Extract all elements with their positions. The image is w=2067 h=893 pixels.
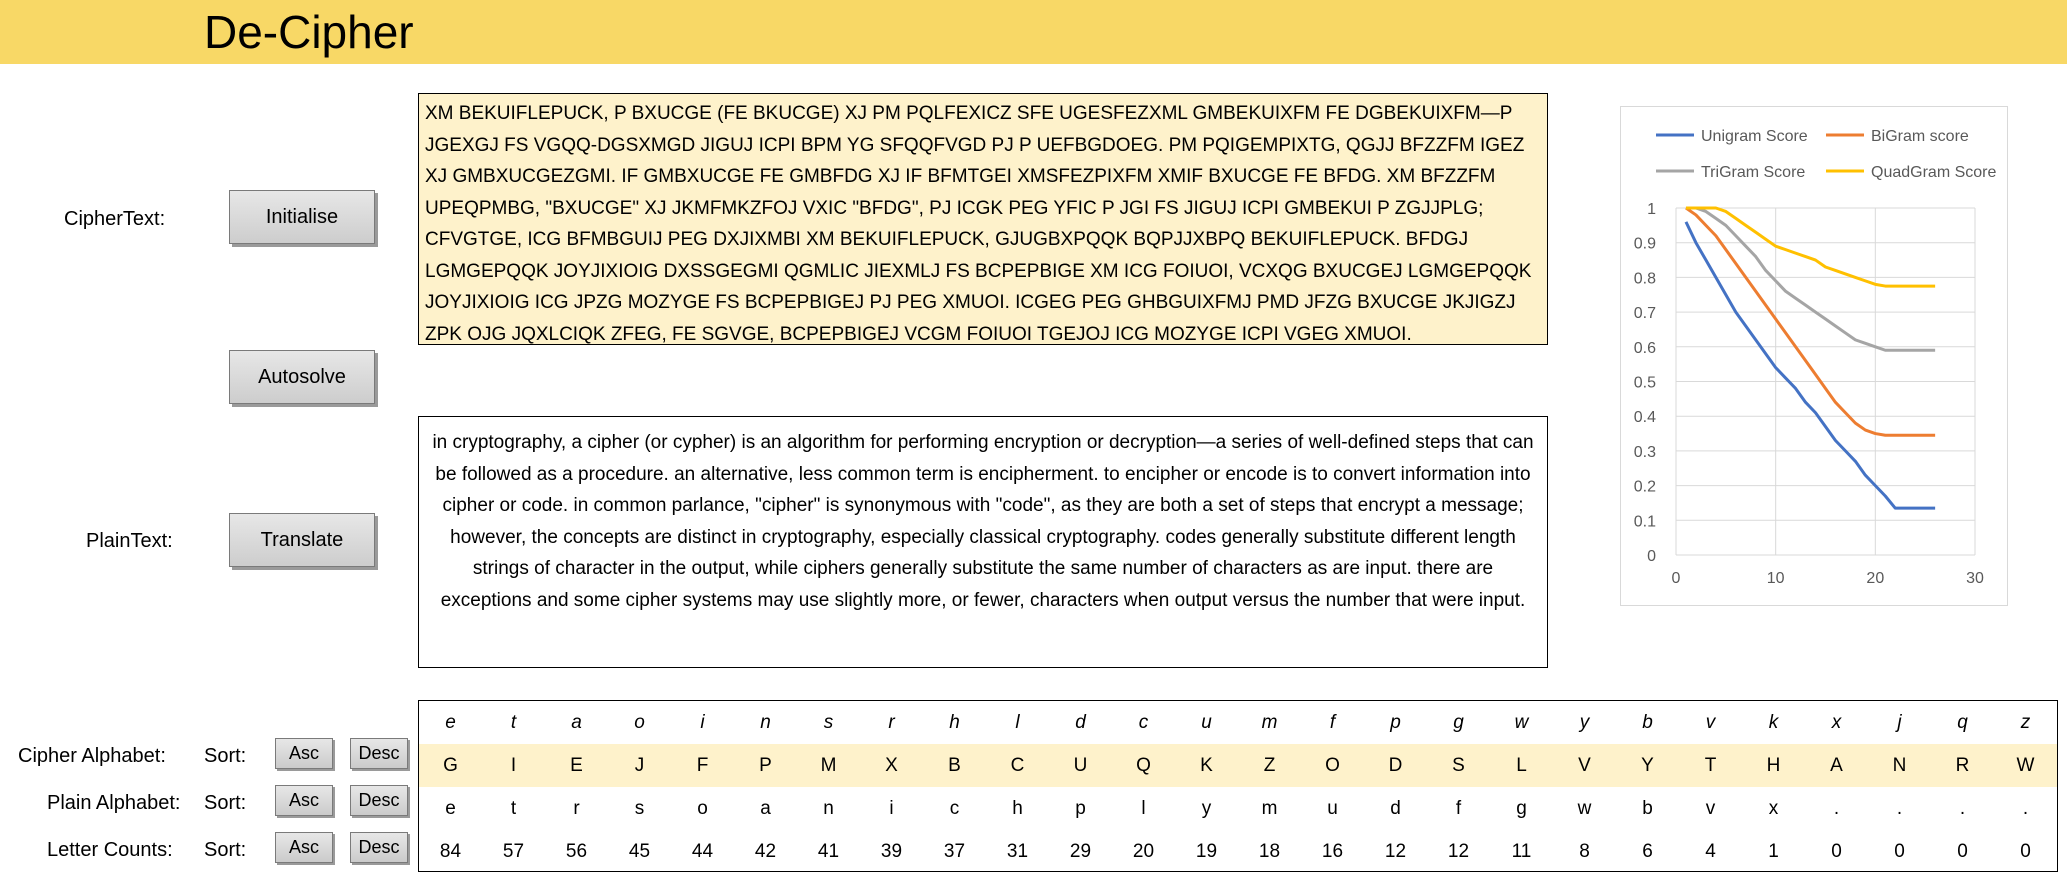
series-line-3	[1686, 208, 1935, 350]
series-line-1	[1686, 222, 1935, 508]
cipher-alphabet-cell[interactable]: G	[443, 755, 458, 776]
title-bar	[0, 0, 2067, 64]
cipher-alphabet-cell[interactable]: E	[570, 755, 583, 776]
ngram-score-chart	[1620, 106, 2008, 606]
plain-alphabet-cell[interactable]: w	[1577, 798, 1592, 819]
plain-alphabet-cell[interactable]: o	[697, 798, 708, 819]
cipher-alphabet-cell[interactable]: H	[1766, 755, 1781, 776]
cipher-alphabet-cell[interactable]: F	[696, 755, 709, 776]
letter-counts-desc-button[interactable]: Desc	[350, 832, 408, 863]
frequency-letter-cell: h	[949, 712, 960, 733]
letter-count-cell: 19	[1195, 841, 1218, 862]
letter-counts-row	[419, 830, 2057, 873]
chart-canvas	[1621, 107, 2007, 605]
plain-alphabet-cell[interactable]: e	[445, 798, 456, 819]
plain-alphabet-cell[interactable]: f	[1455, 798, 1462, 819]
frequency-letter-cell: k	[1768, 712, 1779, 733]
cipher-alphabet-cell[interactable]: L	[1516, 755, 1527, 776]
cipher-alphabet-cell[interactable]: V	[1578, 755, 1591, 776]
frequency-letter-cell: m	[1261, 712, 1278, 733]
plain-alphabet-cell[interactable]: t	[510, 798, 517, 819]
y-tick-label: 0.5	[1633, 374, 1656, 392]
cipher-alphabet-cell[interactable]: A	[1830, 755, 1843, 776]
plain-alphabet-cell[interactable]: c	[949, 798, 960, 819]
cipher-alphabet-cell[interactable]: I	[510, 755, 517, 776]
frequency-letter-cell: i	[700, 712, 705, 733]
cipher-alphabet-cell[interactable]: C	[1010, 755, 1025, 776]
cipher-alphabet-cell[interactable]: O	[1325, 755, 1340, 776]
cipher-alphabet-cell[interactable]: B	[948, 755, 961, 776]
frequency-letter-cell: j	[1897, 712, 1902, 733]
plain-alphabet-cell[interactable]: m	[1261, 798, 1278, 819]
legend-label: TriGram Score	[1701, 164, 1806, 181]
frequency-letter-cell: o	[634, 712, 645, 733]
cipher-alphabet-cell[interactable]: Q	[1136, 755, 1151, 776]
series-line-2	[1686, 208, 1935, 435]
plain-alphabet-cell[interactable]: p	[1075, 798, 1086, 819]
plain-alphabet-cell[interactable]: .	[1959, 798, 1966, 819]
frequency-letter-cell: z	[2020, 712, 2031, 733]
letter-counts-label: Letter Counts:	[47, 839, 173, 861]
letter-count-cell: 41	[817, 841, 840, 862]
letter-counts-sort-label: Sort:	[204, 839, 247, 861]
letter-count-cell: 0	[1957, 841, 1968, 862]
y-tick-label: 0.2	[1633, 478, 1656, 496]
letter-count-cell: 8	[1579, 841, 1590, 862]
frequency-letter-cell: c	[1138, 712, 1149, 733]
letter-count-cell: 0	[2020, 841, 2031, 862]
frequency-letter-cell: d	[1075, 712, 1086, 733]
frequency-letter-cell: s	[823, 712, 834, 733]
plaintext-label: PlainText:	[86, 530, 173, 552]
frequency-letter-cell: p	[1390, 712, 1401, 733]
cipher-alphabet-cell[interactable]: U	[1073, 755, 1088, 776]
plain-alphabet-cell[interactable]: r	[573, 798, 580, 819]
cipher-alphabet-cell[interactable]: X	[885, 755, 898, 776]
plain-alphabet-cell[interactable]: v	[1705, 798, 1716, 819]
plain-alphabet-row	[419, 787, 2057, 830]
plain-alphabet-label: Plain Alphabet:	[47, 792, 181, 814]
plain-alphabet-asc-button[interactable]: Asc	[275, 785, 333, 816]
plaintext-box: in cryptography, a cipher (or cypher) is an algorithm for performing encryption or decryption—a series of well-defined steps that can be followed as a procedure. an alternative, less common term is encipherment. to encipher or encode is to convert information into cipher or code. in common parlance, "cipher" is synonymous with "code", as they are both a set of steps that encrypt a message; however, the concepts are distinct in cryptography, especially classical cryptography. codes generally substitute different length strings of character in the output, while ciphers generally substitute the same number of characters as are input. there are exceptions and some cipher systems may use slightly more, or fewer, characters when output versus the number that were input.	[418, 416, 1548, 668]
plain-alphabet-cell[interactable]: g	[1516, 798, 1527, 819]
frequency-letter-cell: b	[1642, 712, 1653, 733]
autosolve-button[interactable]: Autosolve	[229, 350, 375, 404]
letter-count-cell: 0	[1894, 841, 1905, 862]
letter-counts-asc-button[interactable]: Asc	[275, 832, 333, 863]
letter-count-cell: 6	[1642, 841, 1653, 862]
letter-count-cell: 1	[1768, 841, 1779, 862]
letter-count-cell: 29	[1069, 841, 1092, 862]
plain-alphabet-cell[interactable]: d	[1390, 798, 1401, 819]
cipher-alphabet-desc-button[interactable]: Desc	[350, 738, 408, 769]
cipher-alphabet-cell[interactable]: N	[1892, 755, 1907, 776]
y-tick-label: 1	[1647, 201, 1656, 218]
frequency-letter-cell: r	[888, 712, 895, 733]
plain-alphabet-cell[interactable]: x	[1768, 798, 1779, 819]
y-tick-label: 0.8	[1633, 270, 1656, 288]
cipher-alphabet-cell[interactable]: D	[1388, 755, 1403, 776]
letter-count-cell: 0	[1831, 841, 1842, 862]
ciphertext-label: CipherText:	[64, 208, 166, 230]
cipher-alphabet-sort-label: Sort:	[204, 745, 247, 767]
letter-count-cell: 11	[1511, 841, 1532, 862]
y-tick-label: 0.7	[1633, 305, 1656, 323]
cipher-alphabet-cell[interactable]: T	[1704, 755, 1717, 776]
cipher-alphabet-cell[interactable]: Y	[1641, 755, 1654, 776]
translate-button[interactable]: Translate	[229, 513, 375, 567]
legend-label: QuadGram Score	[1871, 164, 1997, 181]
cipher-alphabet-label: Cipher Alphabet:	[18, 745, 166, 767]
y-tick-label: 0.3	[1633, 443, 1656, 461]
y-tick-label: 0.1	[1633, 513, 1656, 531]
x-tick-label: 30	[1966, 570, 1984, 587]
plain-alphabet-cell[interactable]: .	[2022, 798, 2029, 819]
plain-alphabet-cell[interactable]: n	[823, 798, 834, 819]
x-tick-label: 10	[1766, 570, 1785, 587]
letter-count-cell: 84	[439, 841, 462, 862]
cipher-alphabet-cell[interactable]: P	[759, 755, 772, 776]
plain-alphabet-cell[interactable]: .	[1896, 798, 1903, 819]
letter-count-cell: 12	[1447, 841, 1470, 862]
letter-count-cell: 4	[1705, 841, 1716, 862]
cipher-alphabet-cell[interactable]: J	[634, 755, 645, 776]
x-tick-label: 20	[1866, 570, 1885, 587]
cipher-alphabet-asc-button[interactable]: Asc	[275, 738, 333, 769]
x-tick-label: 0	[1671, 570, 1681, 587]
page-title: De-Cipher	[204, 6, 414, 58]
legend-label: BiGram score	[1871, 128, 1969, 145]
frequency-letters-row	[419, 701, 2057, 744]
cipher-alphabet-cell[interactable]: R	[1955, 755, 1970, 776]
frequency-letter-cell: y	[1579, 712, 1590, 733]
frequency-letter-cell: a	[571, 712, 582, 733]
letter-count-cell: 42	[754, 841, 777, 862]
cipher-alphabet-cell[interactable]: M	[820, 755, 837, 776]
plain-alphabet-desc-button[interactable]: Desc	[350, 785, 408, 816]
y-tick-label: 0.4	[1633, 409, 1656, 427]
legend-label: Unigram Score	[1701, 128, 1808, 145]
ciphertext-box[interactable]: XM BEKUIFLEPUCK, P BXUCGE (FE BKUCGE) XJ PM PQLFEXICZ SFE UGESFEZXML GMBEKUIXFM FE DGBEKUIXFM—P JGEXGJ FS VGQQ-DGSXMGD JIGUJ ICPI BPM YG SFQQFVGD PJ P UEFBGDOEG. PM PQIGEMPIXTG, QGJJ BFZZFM IGEZ XJ GMBXUCGEZGMI. IF GMBXUCGE FE GMBFDG XJ IF BFMTGEI XMSFEZPIXFM XMIF BXUCGE FE BFDG. XM BFZZFM UPEQPMBG, "BXUCGE" XJ JKMFMKZFOJ VXIC "BFDG", PJ ICGK PEG YFIC P JGI FS JIGUJ ICPI GMBEKUI P ZGJJPLG; CFVGTGE, ICG BFMBGUIJ PEG DXJIXMBI XM BEKUIFLEPUCK, GJUGBXPQQK BQPJJXBPQ BEKUIFLEPUCK. BFDGJ LGMGEPQQK JOYJIXIOIG DXSSGEGMI QGMLIC JIEXMLJ FS BCPEPBIGE XM ICG FOIUOI, VCXQG BXUCGEJ LGMGEPQQK JOYJIXIOIG ICG JPZG MOZYGE FS BCPEPBIGEJ PJ PEG XMUOI. ICGEG PEG GHBGUIXFMJ PMD JFZG BXUCGE JKJIGZJ ZPK OJG JQXLCIQK ZFEG, FE SGVGE, BCPEPBIGEJ VCGM FOIUOI TGEJOJ ICG MOZYGE ICPI VGEG XMUOI.	[418, 93, 1548, 345]
plain-alphabet-cell[interactable]: i	[889, 798, 894, 819]
letter-count-cell: 31	[1006, 841, 1029, 862]
letter-count-cell: 44	[691, 841, 714, 862]
frequency-letter-cell: v	[1705, 712, 1716, 733]
frequency-letter-cell: x	[1831, 712, 1842, 733]
frequency-letter-cell: u	[1201, 712, 1212, 733]
y-tick-label: 0	[1647, 548, 1656, 565]
plain-alphabet-cell[interactable]: y	[1201, 798, 1212, 819]
plain-alphabet-cell[interactable]: b	[1642, 798, 1653, 819]
letter-count-cell: 18	[1258, 841, 1281, 862]
frequency-letter-cell: l	[1015, 712, 1020, 733]
cipher-alphabet-cell[interactable]: W	[2016, 755, 2035, 776]
letter-count-cell: 39	[880, 841, 903, 862]
letter-count-cell: 12	[1384, 841, 1407, 862]
letter-count-cell: 56	[565, 841, 588, 862]
frequency-letter-cell: e	[445, 712, 456, 733]
initialise-button[interactable]: Initialise	[229, 190, 375, 244]
letter-count-cell: 16	[1321, 841, 1344, 862]
y-tick-label: 0.9	[1633, 235, 1656, 253]
plain-alphabet-cell[interactable]: h	[1012, 798, 1023, 819]
cipher-alphabet-cell[interactable]: S	[1452, 755, 1465, 776]
letter-count-cell: 45	[628, 841, 651, 862]
plain-alphabet-cell[interactable]: .	[1833, 798, 1840, 819]
letter-count-cell: 37	[943, 841, 966, 862]
plain-alphabet-cell[interactable]: a	[760, 798, 771, 819]
cipher-alphabet-row	[419, 744, 2057, 787]
alphabet-table	[418, 700, 2058, 872]
frequency-letter-cell: f	[1329, 712, 1336, 733]
cipher-alphabet-cell[interactable]: K	[1200, 755, 1213, 776]
plain-alphabet-cell[interactable]: s	[634, 798, 645, 819]
frequency-letter-cell: w	[1514, 712, 1529, 733]
letter-count-cell: 20	[1132, 841, 1155, 862]
plain-alphabet-cell[interactable]: u	[1327, 798, 1338, 819]
frequency-letter-cell: q	[1957, 712, 1968, 733]
frequency-letter-cell: n	[760, 712, 771, 733]
plain-alphabet-sort-label: Sort:	[204, 792, 247, 814]
cipher-alphabet-cell[interactable]: Z	[1263, 755, 1276, 776]
letter-count-cell: 57	[502, 841, 525, 862]
plain-alphabet-cell[interactable]: l	[1141, 798, 1146, 819]
frequency-letter-cell: g	[1453, 712, 1464, 733]
y-tick-label: 0.6	[1633, 339, 1656, 357]
frequency-letter-cell: t	[510, 712, 517, 733]
